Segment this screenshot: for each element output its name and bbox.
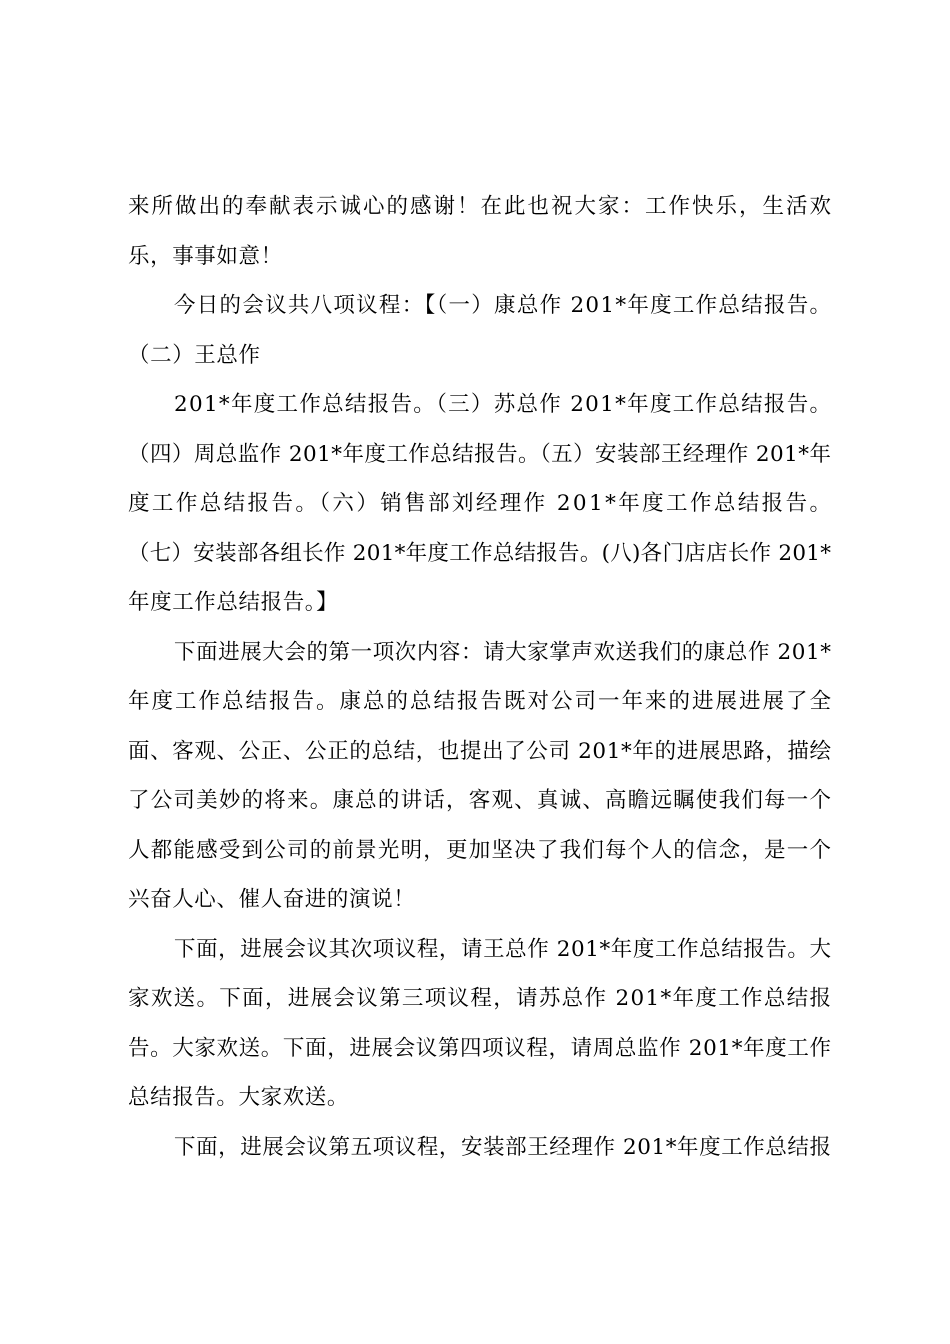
paragraph-agenda-items xyxy=(128,380,834,628)
text-line: 来所做出的奉献表示诚心的感谢！在此也祝大家：工作快乐，生活欢 xyxy=(128,194,833,219)
text-line: 下面，进展会议其次项议程，请王总作 201*年度工作总结报告。大 xyxy=(174,936,832,962)
text-line: 总结报告。大家欢送。 xyxy=(128,1085,350,1110)
text-line: 面、客观、公正、公正的总结，也提出了公司 201*年的进展思路，描绘 xyxy=(128,738,832,764)
text-line: 了公司美妙的将来。康总的讲话，客观、真诚、高瞻远瞩使我们每一个 xyxy=(128,788,833,813)
text-line: 201*年度工作总结报告。（三）苏总作 201*年度工作总结报告。 xyxy=(174,392,833,417)
paragraph-items-two-to-four xyxy=(128,925,831,1123)
text-line: （七）安装部各组长作 201*年度工作总结报告。(八)各门店店长作 201* xyxy=(128,540,832,566)
text-line: 下面进展大会的第一项次内容：请大家掌声欢送我们的康总作 201* xyxy=(174,639,832,665)
text-line: 人都能感受到公司的前景光明，更加坚决了我们每个人的信念，是一个 xyxy=(128,837,833,863)
text-line: 年度工作总结报告。康总的总结报告既对公司一年来的进展进展了全 xyxy=(128,689,833,714)
paragraph-closing-thanks xyxy=(128,182,831,281)
paragraph-agenda-intro xyxy=(128,281,831,380)
text-line: 家欢送。下面，进展会议第三项议程，请苏总作 201*年度工作总结报 xyxy=(128,986,833,1011)
text-line: 兴奋人心、催人奋进的演说！ xyxy=(128,887,416,912)
text-line: 下面，进展会议第五项议程，安装部王经理作 201*年度工作总结报 xyxy=(174,1134,832,1160)
text-line: 告。大家欢送。下面，进展会议第四项议程，请周总监作 201*年度工作 xyxy=(128,1035,832,1061)
paragraph-item-five xyxy=(128,1123,831,1173)
paragraph-first-item xyxy=(128,628,831,925)
text-line: 乐，事事如意！ xyxy=(128,243,283,269)
text-line: （四）周总监作 201*年度工作总结报告。（五）安装部王经理作 201*年 xyxy=(128,441,832,467)
document-body xyxy=(128,182,834,1172)
text-line: 今日的会议共八项议程：【（一）康总作 201*年度工作总结报告。 xyxy=(174,293,833,318)
text-line: 年度工作总结报告。】 xyxy=(128,590,339,615)
text-line: （二）王总作 xyxy=(128,342,261,368)
text-line: 度工作总结报告。（六）销售部刘经理作 201*年度工作总结报告。 xyxy=(128,491,834,516)
